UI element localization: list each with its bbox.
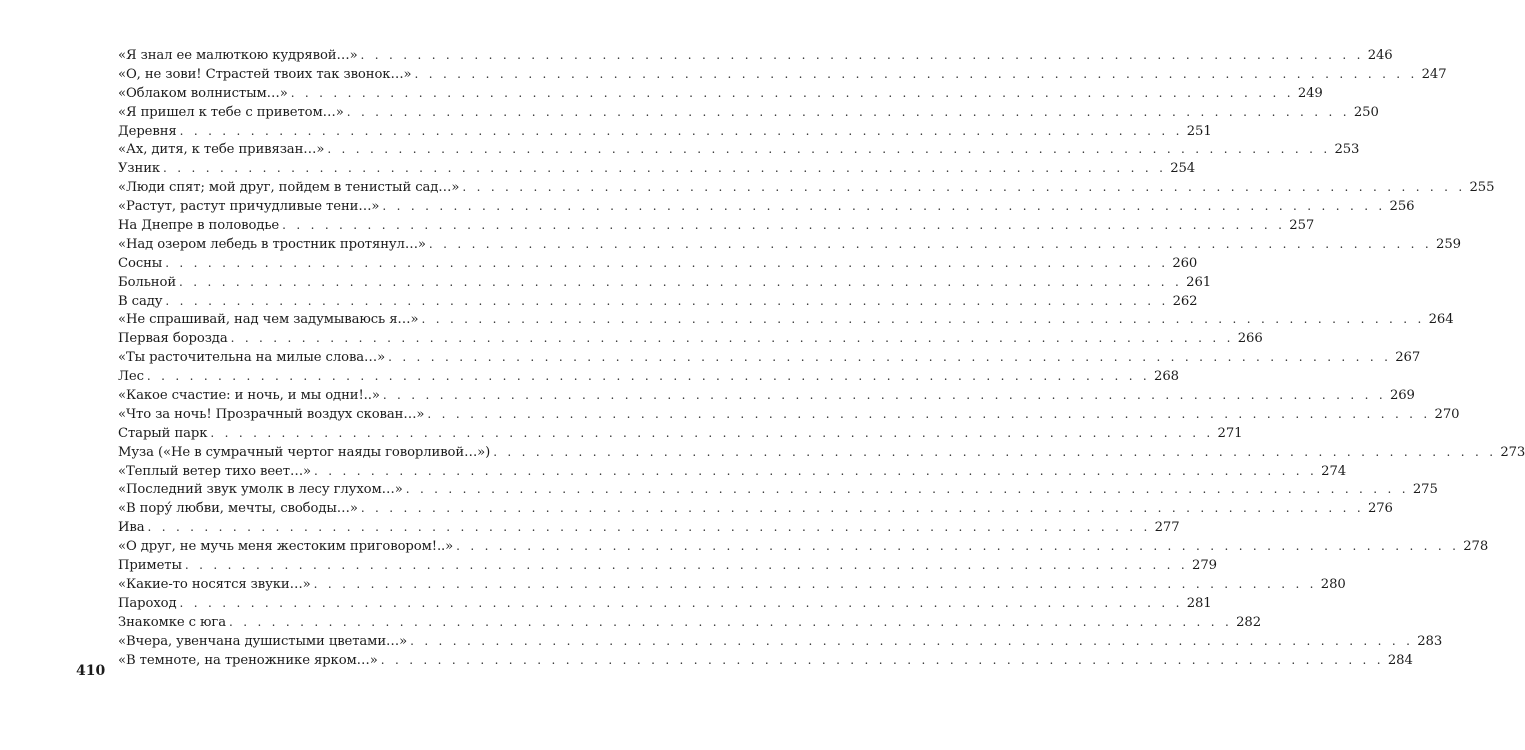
toc-entry [118,632,1443,651]
entry-page-number: 251 [1186,123,1212,139]
toc-entry [118,462,1347,481]
dot-leader [185,556,1188,575]
entry-page-number: 282 [1236,614,1261,630]
entry-title: «Я пришел к тебе с приветом…» [118,104,344,120]
entry-page-number: 280 [1320,576,1346,592]
dot-leader [421,310,1424,329]
dot-leader [148,518,1151,537]
dot-leader [179,273,1182,292]
toc-entry [118,575,1346,594]
entry-page-number: 249 [1297,85,1323,101]
dot-leader [347,103,1350,122]
entry-title: «О, не зови! Страстей твоих так звонок…» [118,66,412,82]
toc-entry [118,329,1263,348]
toc-entry [118,292,1198,311]
dot-leader [381,651,1384,670]
entry-title: Приметы [118,558,182,574]
toc-entry [118,651,1413,670]
toc-entry [118,84,1323,103]
entry-page-number: 278 [1463,539,1489,555]
toc-entry [118,499,1393,518]
entry-page-number: 277 [1154,520,1180,536]
entry-page-number: 275 [1412,482,1438,498]
toc-entry [118,405,1460,424]
entry-title: «Над озером лебедь в тростник протянул…» [118,236,426,252]
toc-entry [118,310,1454,329]
entry-title: «Последний звук умолк в лесу глухом…» [118,482,403,498]
toc-entry [118,443,1525,462]
entry-title: «Теплый ветер тихо веет…» [118,463,312,479]
entry-page-number: 273 [1500,444,1525,460]
toc-entry [118,122,1212,141]
entry-title: Муза («Не в сумрачный чертог наяды говорливой…») [118,444,491,460]
entry-page-number: 267 [1395,350,1421,366]
toc-entry [118,518,1180,537]
entry-page-number: 253 [1334,142,1360,158]
entry-title: «Ты расточительна на милые слова…» [118,350,386,366]
dot-leader [410,632,1413,651]
entry-page-number: 257 [1289,218,1315,234]
dot-leader [406,480,1409,499]
entry-page-number: 276 [1367,501,1393,517]
entry-page-number: 281 [1186,595,1212,611]
entry-page-number: 270 [1434,406,1460,422]
dot-leader [383,386,1386,405]
entry-title: «Не спрашивай, над чем задумываюсь я…» [118,312,419,328]
toc-entry [118,254,1198,273]
dot-leader [291,84,1294,103]
entry-title: «В пору́ любви, мечты, свободы…» [118,501,358,517]
toc-entry [118,537,1489,556]
table-of-contents [118,46,1525,669]
dot-leader [147,367,1150,386]
toc-entry [118,424,1243,443]
entry-title: Первая борозда [118,331,228,347]
dot-leader [427,405,1430,424]
entry-page-number: 274 [1321,463,1347,479]
toc-entry [118,46,1393,65]
entry-page-number: 271 [1217,425,1243,441]
entry-page-number: 284 [1387,652,1413,668]
entry-title: На Днепре в половодье [118,218,280,234]
entry-page-number: 246 [1367,48,1393,63]
entry-page-number: 259 [1436,236,1461,252]
dot-leader [165,292,1168,311]
dot-leader [361,46,1364,65]
dot-leader [493,443,1496,462]
toc-entry [118,197,1415,216]
toc-entry [118,140,1360,159]
entry-page-number: 256 [1389,199,1415,215]
entry-title: Пароход [118,595,177,611]
entry-title: «Какие-то носятся звуки…» [118,576,311,592]
dot-leader [180,122,1183,141]
entry-title: «Что за ночь! Прозрачный воздух скован…» [118,406,425,422]
entry-page-number: 255 [1469,180,1495,196]
entry-title: «Я знал ее малюткою кудрявой…» [118,48,358,63]
toc-entry [118,216,1315,235]
entry-page-number: 268 [1154,369,1179,385]
entry-page-number: 279 [1192,558,1217,574]
dot-leader [382,197,1385,216]
toc-entry [118,480,1438,499]
dot-leader [456,537,1459,556]
entry-title: Узник [118,161,161,177]
entry-title: «Ах, дитя, к тебе привязан…» [118,142,325,158]
toc-entry [118,103,1379,122]
entry-title: «Растут, растут причудливые тени…» [118,199,380,215]
toc-entry [118,613,1261,632]
entry-title: «Вчера, увенчана душистыми цветами…» [118,633,408,649]
entry-title: Знакомке с юга [118,614,226,630]
dot-leader [163,159,1166,178]
dot-leader [210,424,1213,443]
entry-title: Больной [118,274,177,290]
toc-entry [118,159,1196,178]
entry-title: В саду [118,293,163,309]
toc-entry [118,65,1447,84]
dot-leader [314,575,1317,594]
toc-entry [118,594,1212,613]
entry-title: «Облаком волнистым…» [118,85,288,101]
toc-entry [118,178,1495,197]
entry-page-number: 260 [1172,255,1198,271]
entry-title: «Какое счастие: и ночь, и мы одни!..» [118,388,380,404]
dot-leader [314,462,1317,481]
dot-leader [180,594,1183,613]
entry-page-number: 247 [1421,66,1447,82]
toc-entry [118,556,1217,575]
entry-page-number: 262 [1172,293,1198,309]
entry-page-number: 250 [1353,104,1379,120]
entry-title: «В темноте, на треножнике ярком…» [118,652,378,668]
dot-leader [429,235,1432,254]
toc-entry [118,348,1421,367]
entry-title: Старый парк [118,425,208,441]
entry-title: Лес [118,369,144,385]
dot-leader [327,140,1330,159]
entry-title: «О друг, не мучь меня жестоким приговором!..» [118,539,454,555]
entry-title: Деревня [118,123,177,139]
entry-page-number: 264 [1428,312,1454,328]
entry-page-number: 254 [1170,161,1196,177]
entry-page-number: 269 [1389,388,1415,404]
toc-entry [118,273,1212,292]
dot-leader [165,254,1168,273]
dot-leader [415,65,1418,84]
toc-entry [118,386,1415,405]
page-number: 410 [76,663,106,679]
dot-leader [229,613,1232,632]
dot-leader [388,348,1391,367]
dot-leader [231,329,1234,348]
entry-title: Сосны [118,255,163,271]
entry-title: «Люди спят; мой друг, пойдем в тенистый сад…» [118,180,460,196]
entry-title: Ива [118,520,145,536]
dot-leader [462,178,1465,197]
entry-page-number: 266 [1237,331,1263,347]
dot-leader [282,216,1285,235]
entry-page-number: 283 [1417,633,1443,649]
toc-entry [118,367,1179,386]
toc-entry [118,235,1461,254]
entry-page-number: 261 [1186,274,1212,290]
dot-leader [361,499,1364,518]
